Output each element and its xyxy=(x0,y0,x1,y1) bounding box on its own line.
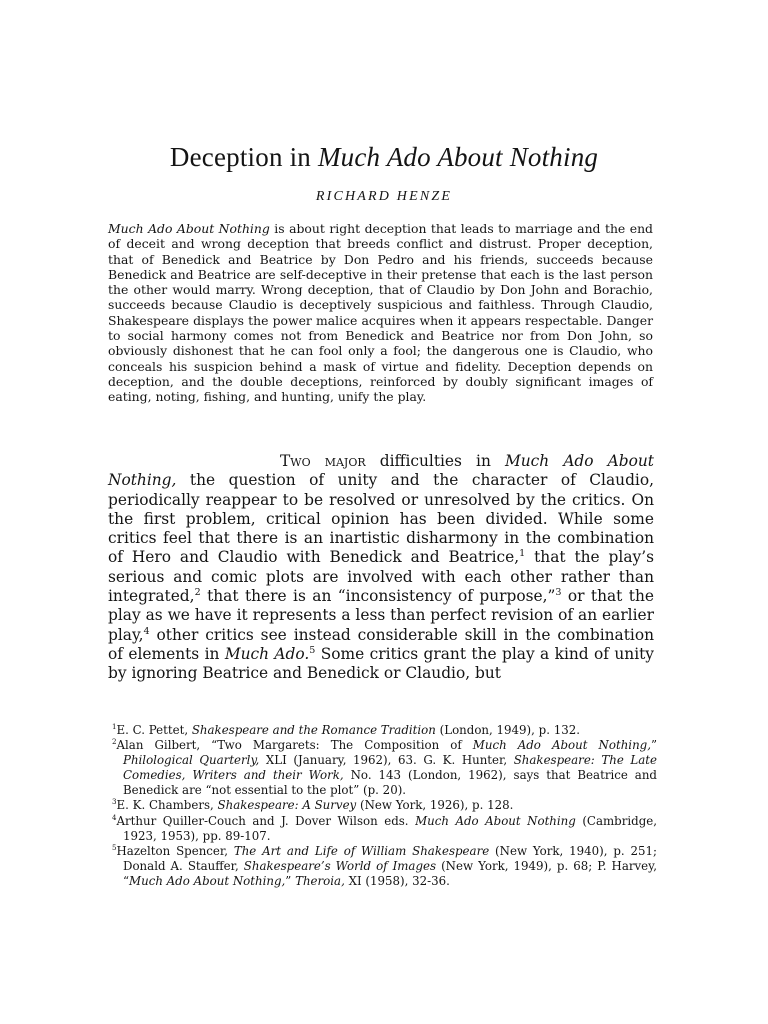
footnote-5: $^5$Hazelton Spencer, The Art and Life of William Shakespeare (New York, 1940), p. 251; Donald A. Stauffer, Shakespeare’s World of Images (New York, 1949), p. 68; P. Harvey, “Much Ado About Nothing,” Theroia, XI (1958), 32-36. xyxy=(112,842,658,888)
footnote-ref: 3 xyxy=(555,586,562,598)
footnote-4: $^4$Arthur Quiller-Couch and J. Dover Wilson eds. Much Ado About Nothing (Cambridge, 1923, 1953), pp. 89-107. xyxy=(112,812,657,843)
footnote-ref: 1 xyxy=(519,548,526,560)
author-name: RICHARD HENZE xyxy=(315,189,453,204)
body-paragraph: Two major difficulties in Much Ado About Nothing, the question of unity and the character of Claudio, periodically reappear to be resolved or unresolved by the critics. On the first problem, critical opinion has been divided. While some critics feel that there is an inartistic disharmony in the combination of Hero and Claudio with Benedick and Beatrice,$^1$ that the play’s serious and comic plots are involved with each other rather than integrated,$^2$ that there is an “inconsistency of purpose,”$^3$ or that the play as we have it represents a less than perfect revision of an earlier play,$^4$ other critics see instead considerable skill in the combination of elements in Much Ado.$^5$ Some critics grant the play a kind of unity by ignoring Beatrice and Benedick or Claudio, but xyxy=(108,452,654,683)
abstract-text: is about right deception that leads to marriage and the end of deceit and wrong deception that breeds conflict and distrust. Proper deception, that of Benedick and Beatrice by Don Pedro and his friends, succeeds because Benedick and Beatrice are self-deceptive in their pretense that each is the last person the other would marry. Wrong deception, that of Claudio by Don John and Borachio, succeeds because Claudio is deceptively suspicious and faithless. Through Claudio, Shakespeare displays the power malice acquires when it appears respectable. Danger to social harmony comes not from Benedick and Beatrice nor from Don John, so obviously dishonest that he can fool only a fool; the dangerous one is Claudio, who conceals his suspicion behind a mask of virtue and fidelity. Deception depends on deception, and the double deceptions, reinforced by doubly significant images of eating, noting, fishing, and hunting, unify the play. xyxy=(108,221,653,405)
footnote-3: $^3$E. K. Chambers, Shakespeare: A Survey (New York, 1926), p. 128. xyxy=(112,797,514,813)
abstract xyxy=(108,221,653,405)
title-play-name: Much Ado About Nothing xyxy=(317,142,599,172)
footnotes xyxy=(112,723,657,889)
footnote-ref: 4 xyxy=(143,625,150,637)
footnote-1: $^1$E. C. Pettet, Shakespeare and the Romance Tradition (London, 1949), p. 132. xyxy=(112,722,580,737)
title-prefix: Deception in xyxy=(169,142,311,172)
footnote-ref: 5 xyxy=(309,644,316,656)
opening-words: Two major xyxy=(280,452,366,470)
footnote-ref: 2 xyxy=(194,586,201,598)
abstract-play-name: Much Ado About Nothing xyxy=(108,221,270,236)
footnote-2: $^2$Alan Gilbert, “Two Margarets: The Composition of Much Ado About Nothing,” Philological Quarterly, XLI (January, 1962), 63. G. K. Hunter, Shakespeare: The Late Comedies, Writers and their Work, No. 143 (London, 1962), says that Beatrice and Benedick are “not essential to the plot” (p. 20). xyxy=(112,737,657,798)
article-title xyxy=(0,142,768,173)
